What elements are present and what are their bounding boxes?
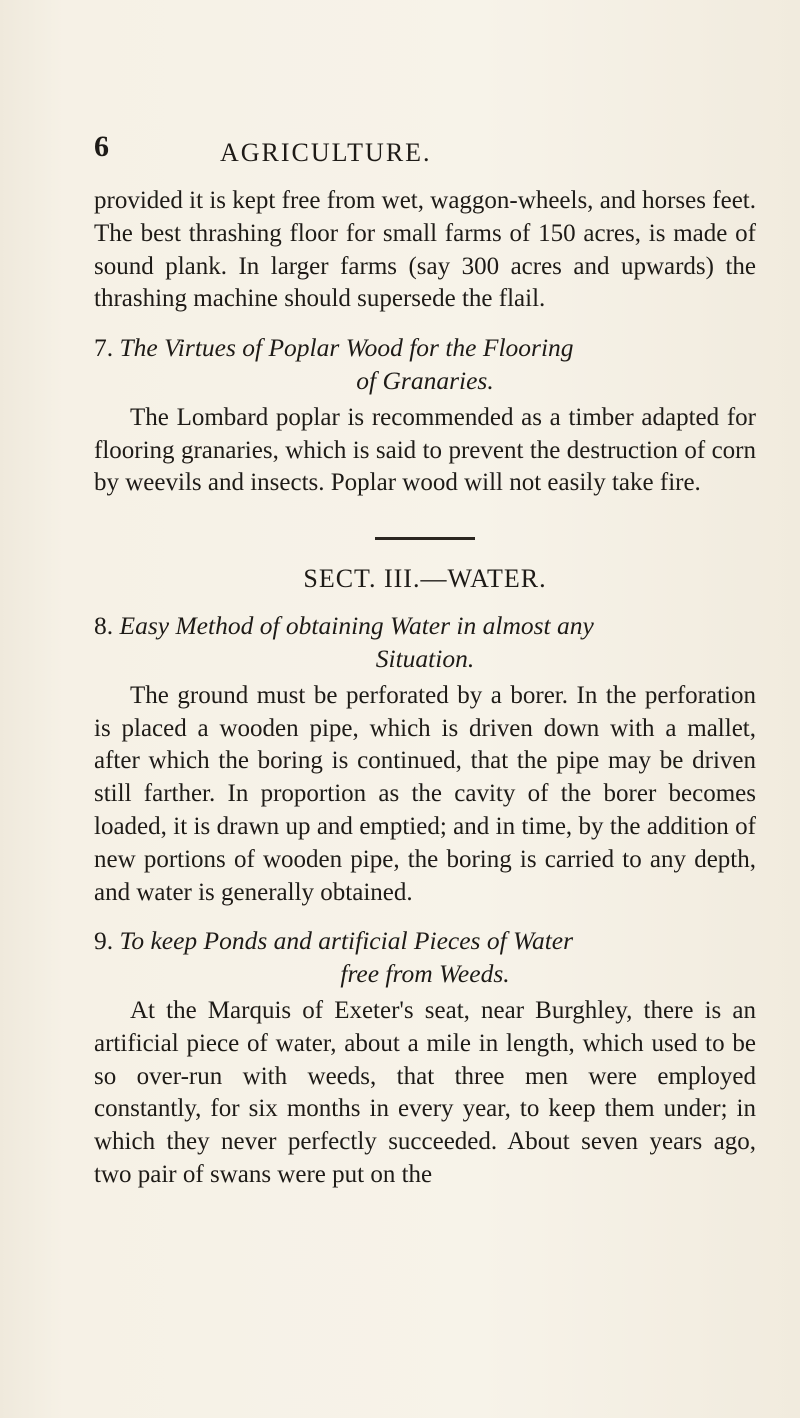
item-7-paragraph: The Lombard poplar is recommended as a timber adapted for flooring granaries, which is said to prevent the destruction of corn by weevils and insects. Poplar wood will not easily take fire.	[94, 403, 756, 497]
item-9-number: 9.	[94, 926, 114, 956]
item-7-heading	[94, 332, 756, 398]
item-9-title-line1: To keep Ponds and artificial Pieces of Water	[119, 926, 574, 956]
item-8-paragraph: The ground must be perforated by a borer. In the perforation is placed a wooden pipe, which is driven down with a mallet, after which the boring is continued, that the pipe may be driven still farther. In proportion as the cavity of the borer becomes loaded, it is drawn up and emptied; and in time, by the addition of new portions of wooden pipe, the boring is carried to any depth, and water is generally obtained.	[94, 681, 756, 906]
page-body	[94, 185, 756, 1192]
item-7-number: 7.	[94, 333, 114, 363]
item-7-title-line2: of Granaries.	[356, 365, 494, 395]
item-9-heading	[94, 925, 756, 991]
section-divider	[375, 537, 475, 540]
item-8-title-line2: Situation.	[375, 643, 475, 673]
page-number: 6	[94, 130, 109, 163]
page-header	[94, 130, 754, 170]
item-7-title-line1: The Virtues of Poplar Wood for the Flooring	[119, 333, 574, 363]
intro-paragraph: provided it is kept free from wet, waggon-wheels, and horses feet. The best thrashing floor for small farms of 150 acres, is made of sound plank. In larger farms (say 300 acres and upwards) the thrashing machine should supersede the flail.	[94, 187, 756, 313]
running-head: AGRICULTURE.	[220, 138, 432, 167]
item-8-number: 8.	[94, 611, 114, 641]
item-8-title-line1: Easy Method of obtaining Water in almost any	[119, 611, 594, 641]
item-8-heading	[94, 610, 756, 676]
item-9-title-line2: free from Weeds.	[340, 959, 510, 989]
section-title: SECT. III.—WATER.	[303, 564, 547, 594]
item-9-paragraph: At the Marquis of Exeter's seat, near Burghley, there is an artificial piece of water, about a mile in length, which used to be so over-run with weeds, that three men were employed constantly, for six months in every year, to keep them under; in which they never perfectly succeeded. About seven years ago, two pair of swans were put on the	[94, 996, 756, 1188]
